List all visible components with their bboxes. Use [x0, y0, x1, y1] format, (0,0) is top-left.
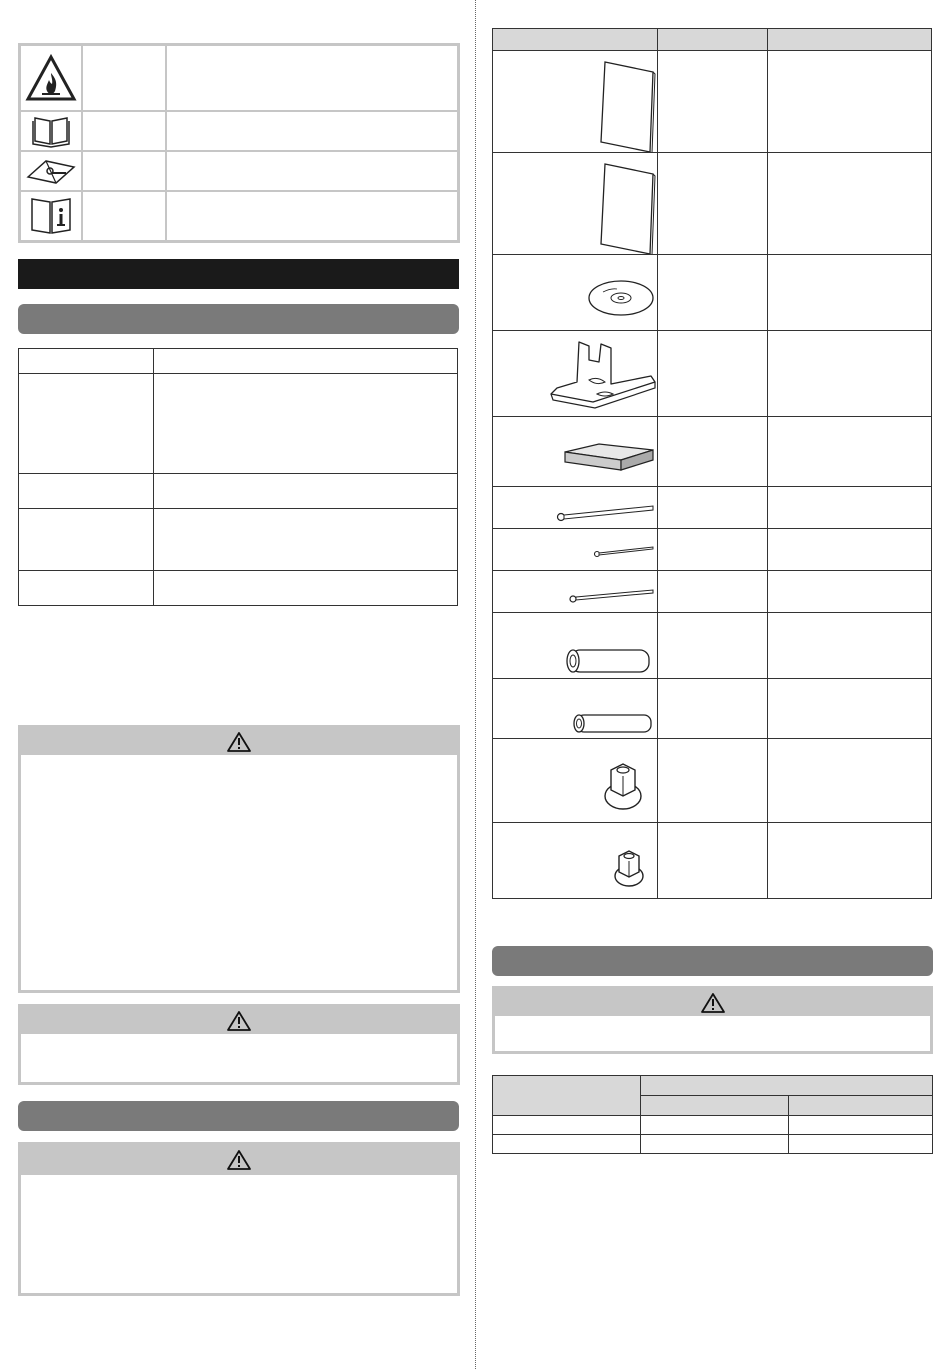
- warning-triangle-icon: [226, 1010, 252, 1032]
- symbol-icon-cell: [20, 111, 83, 151]
- spec-cell: [154, 509, 458, 571]
- spec-cell: [19, 509, 154, 571]
- symbol-description: [166, 45, 459, 112]
- accessory-qty: [768, 823, 932, 899]
- accessory-image-cell: [493, 51, 658, 153]
- accessory-name: [658, 153, 768, 255]
- subsection-header-bar: [18, 304, 459, 334]
- accessory-name: [658, 739, 768, 823]
- spec-cell: [19, 474, 154, 509]
- accessory-name: [658, 613, 768, 679]
- cd-rom-icon: [493, 256, 657, 330]
- accessory-qty: [768, 613, 932, 679]
- accessory-name: [658, 51, 768, 153]
- spec-header-cell: [19, 349, 154, 374]
- warning-box: [18, 1142, 460, 1296]
- accessories-table: [492, 28, 932, 899]
- accessory-qty: [768, 153, 932, 255]
- flare-nut-large-icon: [493, 740, 657, 822]
- manual-booklet-icon: [493, 52, 657, 152]
- accessories-header-cell: [658, 29, 768, 51]
- accessory-qty: [768, 487, 932, 529]
- spec-header-cell: [154, 349, 458, 374]
- accessory-name: [658, 487, 768, 529]
- symbol-icon-cell: [20, 191, 83, 242]
- pipe-insulation-large-icon: [493, 614, 657, 678]
- spec-cell: [154, 571, 458, 606]
- pipe-size-header-main: [641, 1076, 933, 1096]
- spec-cell: [19, 374, 154, 474]
- symbol-label: [82, 45, 166, 112]
- accessory-qty: [768, 331, 932, 417]
- symbol-icon-cell: [20, 45, 83, 112]
- warning-triangle-icon: [226, 731, 252, 753]
- accessory-image-cell: [493, 487, 658, 529]
- pipe-size-subheader: [789, 1096, 933, 1116]
- spec-table: [18, 348, 458, 606]
- manual-booklet-icon: [493, 154, 657, 254]
- warning-header: [21, 1145, 457, 1175]
- service-manual-icon: [22, 153, 80, 189]
- warning-header: [495, 989, 930, 1016]
- accessory-image-cell: [493, 823, 658, 899]
- accessory-qty: [768, 51, 932, 153]
- accessory-qty: [768, 679, 932, 739]
- symbol-label: [82, 111, 166, 151]
- pipe-size-cell: [789, 1116, 933, 1135]
- accessory-name: [658, 679, 768, 739]
- cable-tie-large-icon: [493, 488, 657, 528]
- accessory-name: [658, 255, 768, 331]
- accessories-header-cell: [768, 29, 932, 51]
- column-divider: [475, 0, 476, 1369]
- accessory-qty: [768, 529, 932, 571]
- symbol-label: [82, 191, 166, 242]
- pipe-size-subheader: [641, 1096, 789, 1116]
- flare-nut-small-icon: [493, 824, 657, 898]
- accessory-qty: [768, 417, 932, 487]
- accessory-name: [658, 331, 768, 417]
- accessory-image-cell: [493, 739, 658, 823]
- pipe-size-header-cell: [493, 1076, 641, 1116]
- cable-tie-small-icon: [493, 530, 657, 570]
- information-manual-icon: [22, 193, 80, 239]
- accessory-image-cell: [493, 255, 658, 331]
- spec-cell: [154, 374, 458, 474]
- spec-cell: [19, 571, 154, 606]
- accessory-qty: [768, 255, 932, 331]
- operator-manual-icon: [22, 113, 80, 149]
- warning-box: [492, 986, 933, 1054]
- section-header-bar: [18, 259, 459, 289]
- pipe-size-cell: [493, 1116, 641, 1135]
- pipe-size-table: [492, 1075, 933, 1154]
- accessory-image-cell: [493, 679, 658, 739]
- pipe-size-cell: [789, 1135, 933, 1154]
- spec-cell: [154, 474, 458, 509]
- warning-triangle-icon: [226, 1149, 252, 1171]
- warning-triangle-icon: [700, 992, 726, 1014]
- accessories-header-cell: [493, 29, 658, 51]
- accessory-image-cell: [493, 331, 658, 417]
- subsection-header-bar: [18, 1101, 459, 1131]
- accessory-image-cell: [493, 613, 658, 679]
- accessory-name: [658, 529, 768, 571]
- symbol-icon-cell: [20, 151, 83, 191]
- mounting-bracket-icon: [493, 332, 657, 416]
- cable-tie-medium-icon: [493, 572, 657, 612]
- warning-box: [18, 725, 460, 993]
- symbol-description: [166, 191, 459, 242]
- symbol-label: [82, 151, 166, 191]
- accessory-qty: [768, 571, 932, 613]
- warning-header: [21, 1007, 457, 1034]
- accessory-image-cell: [493, 571, 658, 613]
- accessory-image-cell: [493, 529, 658, 571]
- pipe-insulation-small-icon: [493, 680, 657, 738]
- accessory-name: [658, 571, 768, 613]
- accessory-image-cell: [493, 153, 658, 255]
- insulation-pad-icon: [493, 418, 657, 486]
- flammable-warning-icon: [22, 47, 80, 109]
- accessory-name: [658, 823, 768, 899]
- warning-header: [21, 728, 457, 755]
- accessory-name: [658, 417, 768, 487]
- accessory-qty: [768, 739, 932, 823]
- accessory-image-cell: [493, 417, 658, 487]
- warning-box: [18, 1004, 460, 1085]
- symbols-table: [18, 43, 460, 243]
- pipe-size-cell: [641, 1135, 789, 1154]
- pipe-size-cell: [641, 1116, 789, 1135]
- symbol-description: [166, 151, 459, 191]
- subsection-header-bar: [492, 946, 933, 976]
- symbol-description: [166, 111, 459, 151]
- pipe-size-cell: [493, 1135, 641, 1154]
